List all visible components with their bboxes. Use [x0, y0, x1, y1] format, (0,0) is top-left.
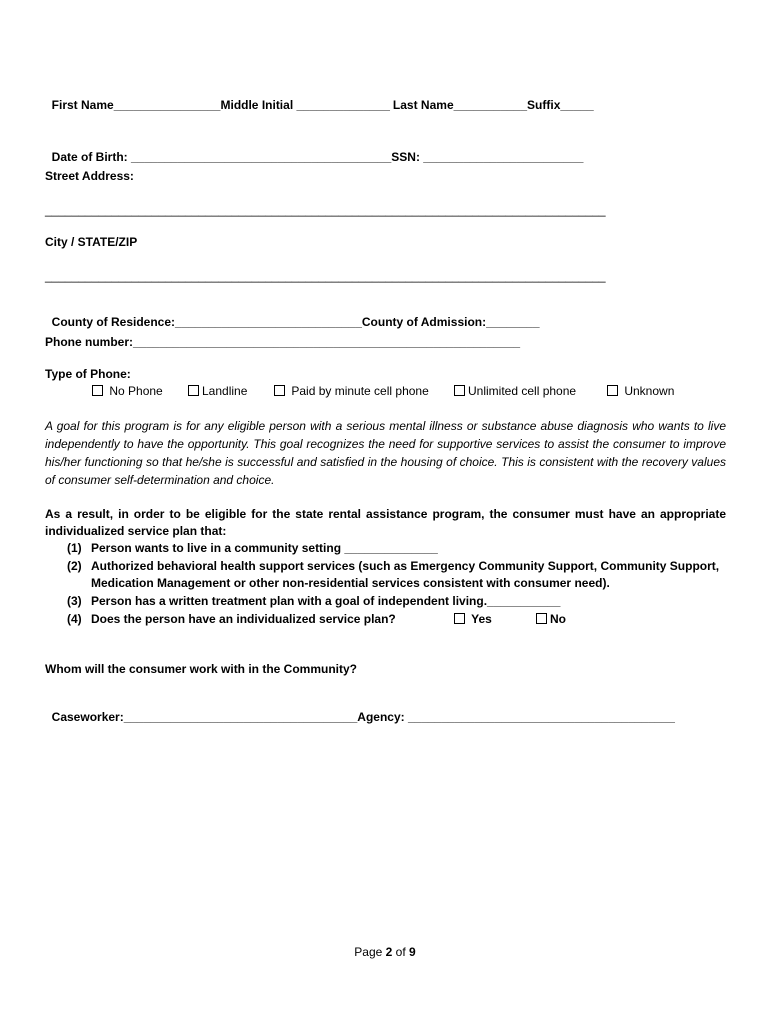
last-name-field[interactable]: Last Name___________	[392, 98, 528, 112]
dob-ssn-row	[45, 136, 583, 164]
name-row	[45, 84, 594, 112]
checkbox-icon	[454, 385, 465, 396]
requirement-3-field[interactable]: Person has a written treatment plan with a goal of independent living.___________	[91, 594, 561, 608]
street-address-field[interactable]: ____________________________________________________________________________________	[45, 203, 606, 217]
ssn-field[interactable]: SSN: ________________________	[391, 150, 584, 164]
city-state-zip-field[interactable]: ____________________________________________________________________________________	[45, 269, 606, 283]
isp-no-option[interactable]: No	[536, 612, 566, 626]
phone-option-no-phone[interactable]: No Phone	[92, 384, 163, 398]
first-name-field[interactable]: First Name________________	[51, 98, 221, 112]
county-row	[45, 301, 540, 329]
page-footer: Page 2 of 9	[354, 945, 416, 959]
checkbox-icon	[92, 385, 103, 396]
phone-option-paid-by-minute[interactable]: Paid by minute cell phone	[274, 384, 429, 398]
list-item: (3) Person has a written treatment plan with a goal of independent living.___________	[67, 594, 561, 608]
county-of-residence-field[interactable]: County of Residence:____________________________	[51, 315, 362, 329]
street-address-label: Street Address:	[45, 169, 134, 183]
county-of-admission-field[interactable]: County of Admission:________	[361, 315, 540, 329]
list-item-continuation: Medication Management or other non-residential services consistent with consumer need).	[91, 576, 610, 590]
phone-number-field[interactable]: Phone number:__________________________________________________________	[45, 335, 521, 349]
city-state-zip-label: City / STATE/ZIP	[45, 235, 138, 249]
list-item: (2) Authorized behavioral health support services (such as Emergency Community Support, Community Support,	[67, 559, 720, 573]
list-item: (4) Does the person have an individualized service plan?	[67, 612, 396, 626]
phone-option-unlimited[interactable]: Unlimited cell phone	[454, 384, 576, 398]
list-item: (1) Person wants to live in a community setting ______________	[67, 541, 438, 555]
date-of-birth-field[interactable]: Date of Birth: _______________________________________	[51, 150, 392, 164]
middle-initial-field[interactable]: Middle Initial ______________	[220, 98, 390, 112]
caseworker-row	[45, 696, 675, 724]
checkbox-icon	[454, 613, 465, 624]
current-page-number: 2	[385, 945, 393, 959]
suffix-field[interactable]: Suffix_____	[527, 98, 594, 112]
community-question: Whom will the consumer work with in the Community?	[45, 662, 358, 676]
agency-field[interactable]: Agency: ________________________________________	[357, 710, 675, 724]
total-pages-number: 9	[409, 945, 416, 959]
goal-paragraph: A goal for this program is for any eligible person with a serious mental illness or substance abuse diagnosis who wants to live independently to have the opportunity. This goal recognizes the need for supportive services to assist the consumer to improve his/her functioning so that he/she is successful and satisfied in the housing of choice. This is consistent with the recovery values of consumer self-determination and choice.	[45, 419, 726, 487]
phone-type-label: Type of Phone:	[45, 367, 131, 381]
checkbox-icon	[607, 385, 618, 396]
phone-option-unknown[interactable]: Unknown	[607, 384, 674, 398]
eligibility-intro: As a result, in order to be eligible for the state rental assistance program, the consumer must have an appropriate individualized service plan that:	[45, 507, 726, 538]
checkbox-icon	[536, 613, 547, 624]
checkbox-icon	[274, 385, 285, 396]
requirement-1-field[interactable]: Person wants to live in a community setting ______________	[91, 541, 438, 555]
phone-option-landline[interactable]: Landline	[188, 384, 247, 398]
caseworker-field[interactable]: Caseworker:___________________________________	[51, 710, 358, 724]
isp-yes-option[interactable]: Yes	[454, 612, 492, 626]
checkbox-icon	[188, 385, 199, 396]
